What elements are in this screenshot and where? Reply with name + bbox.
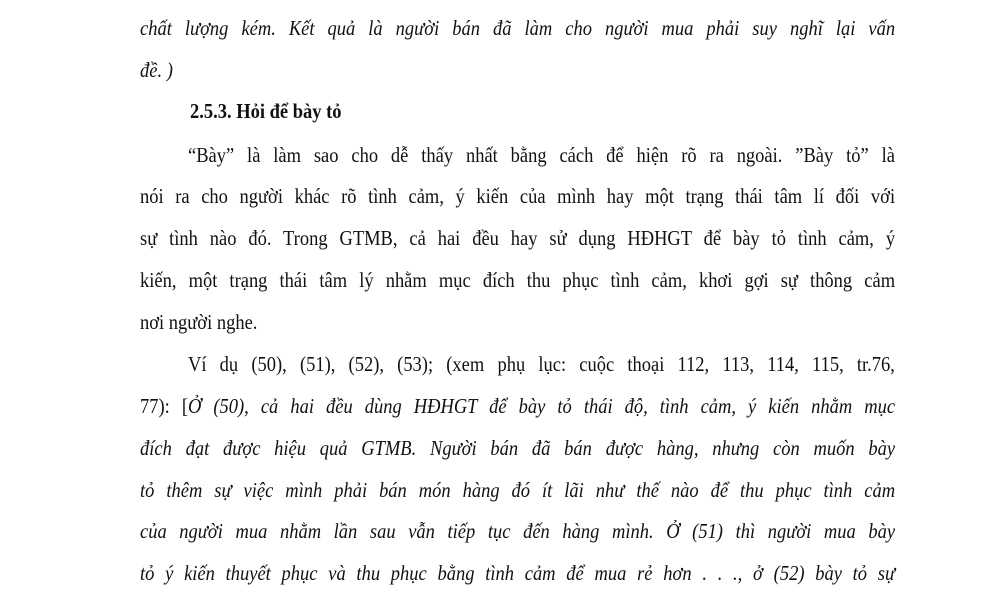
text-line bbox=[140, 385, 895, 427]
text-line: tỏ ý kiến thuyết phục và thu phục bằng tình cảm để mua rẻ hơn . . ., ở (52) bày tỏ sự bbox=[140, 561, 896, 585]
text-line: đích đạt được hiệu quả GTMB. Người bán đã bán được hàng, nhưng còn muốn bày bbox=[140, 436, 896, 460]
section-heading: 2.5.3. Hỏi để bày tỏ bbox=[190, 99, 342, 123]
text-line: chất lượng kém. Kết quả là người bán đã làm cho người mua phải suy nghĩ lại vấn bbox=[140, 16, 896, 40]
text-italic: Ở (50), cả hai đều dùng HĐHGT để bày tỏ thái độ, tình cảm, ý kiến nhằm mục bbox=[187, 394, 896, 418]
text-line: nơi người nghe. bbox=[140, 310, 258, 334]
text-normal: 77): [ bbox=[140, 394, 188, 418]
text-line: đề. ) bbox=[140, 58, 173, 82]
text-line: sự tình nào đó. Trong GTMB, cả hai đều hay sử dụng HĐHGT để bày tỏ tình cảm, ý bbox=[140, 226, 896, 250]
text-line: tỏ thêm sự việc mình phải bán món hàng đó ít lãi như thế nào để thu phục tình cảm bbox=[140, 478, 896, 502]
text-line: “Bày” là làm sao cho dễ thấy nhất bằng cách để hiện rõ ra ngoài. ”Bày tỏ” là bbox=[188, 143, 895, 167]
text-line: Ví dụ (50), (51), (52), (53); (xem phụ lục: cuộc thoại 112, 113, 114, 115, tr.76, bbox=[188, 352, 895, 376]
text-line: của người mua nhằm lần sau vẫn tiếp tục đến hàng mình. Ở (51) thì người mua bày bbox=[140, 519, 896, 543]
text-line: nói ra cho người khác rõ tình cảm, ý kiến của mình hay một trạng thái tâm lí đối với bbox=[140, 184, 896, 208]
text-line: kiến, một trạng thái tâm lý nhằm mục đích thu phục tình cảm, khơi gợi sự thông cảm bbox=[140, 268, 896, 292]
